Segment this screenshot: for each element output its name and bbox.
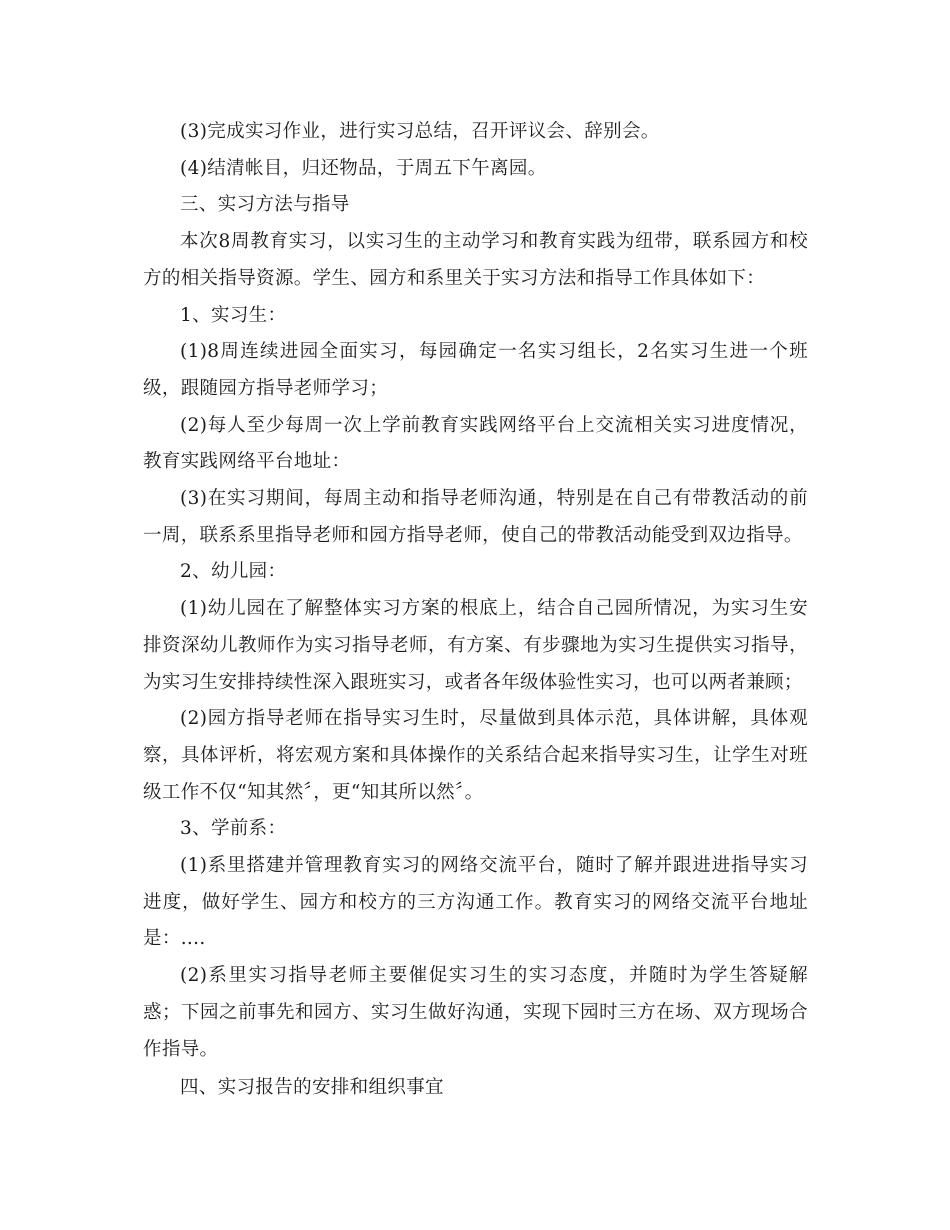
paragraph-11: (2)园方指导老师在指导实习生时，尽量做到具体示范，具体讲解，具体观察，具体评析，将宏观方案和具体操作的关系结合起来指导实习生，让学生对班级工作不仅“知其然〞，更“知其所以然〞。 xyxy=(143,708,808,803)
paragraph-2: (4)结清帐目，归还物品，于周五下午离园。 xyxy=(180,157,547,179)
paragraph-13: (1)系里搭建并管理教育实习的网络交流平台，随时了解并跟进进指导实习进度，做好学生、园方和校方的三方沟通工作。教育实习的网络交流平台地址是：.... xyxy=(143,855,808,950)
subheading-preschool-dept: 3、学前系： xyxy=(180,818,287,840)
document-body xyxy=(143,114,808,1107)
paragraph-6: (1)8周连续进园全面实习，每园确定一名实习组长，2名实习生进一个班级，跟随园方指导老师学习； xyxy=(143,341,808,399)
paragraph-14: (2)系里实习指导老师主要催促实习生的实习态度，并随时为学生答疑解惑；下园之前事先和园方、实习生做好沟通，实现下园时三方在场、双方现场合作指导。 xyxy=(143,965,808,1060)
paragraph-7: (2)每人至少每周一次上学前教育实践网络平台上交流相关实习进度情况，教育实践网络平台地址： xyxy=(143,414,808,473)
paragraph-1: (3)完成实习作业，进行实习总结，召开评议会、辞别会。 xyxy=(180,121,660,142)
subheading-kindergarten: 2、幼儿园： xyxy=(180,561,287,583)
paragraph-8: (3)在实习期间，每周主动和指导老师沟通，特别是在自己有带教活动的前一周，联系系里指导老师和园方指导老师，使自己的带教活动能受到双边指导。 xyxy=(143,488,808,546)
section-heading-3: 三、实习方法与指导 xyxy=(180,194,350,216)
subheading-intern: 1、实习生： xyxy=(180,304,287,326)
paragraph-4: 本次8周教育实习，以实习生的主动学习和教育实践为纽带，联系园方和校方的相关指导资源。学生、园方和系里关于实习方法和指导工作具体如下： xyxy=(143,231,808,289)
paragraph-10: (1)幼儿园在了解整体实习方案的根底上，结合自己园所情况，为实习生安排资深幼儿教师作为实习指导老师，有方案、有步骤地为实习生提供实习指导，为实习生安排持续性深入跟班实习，或者各年级体验性实习，也可以两者兼顾； xyxy=(143,598,808,693)
section-heading-4: 四、实习报告的安排和组织事宜 xyxy=(180,1077,444,1099)
